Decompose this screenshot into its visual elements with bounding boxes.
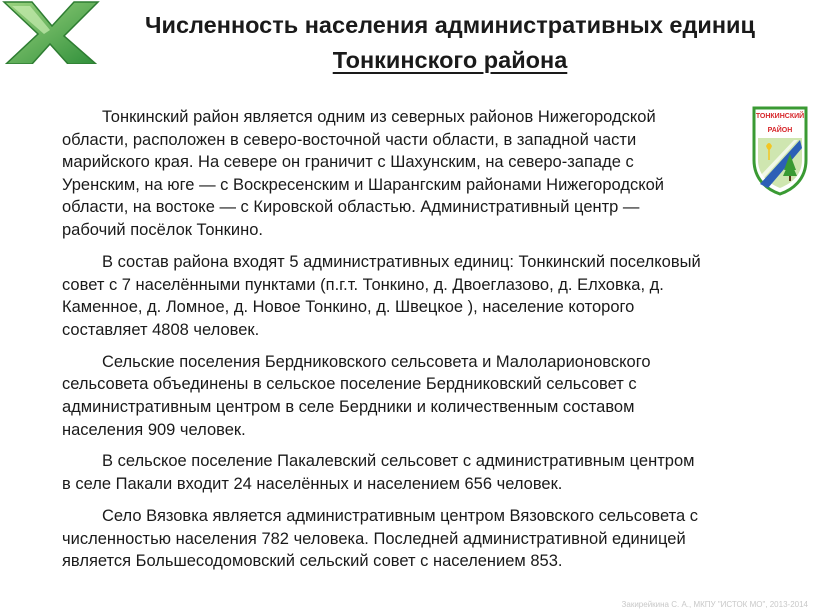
p1-line-1: Тонкинский район является одним из северных районов Нижегородской [102, 108, 656, 126]
p3-line-4: населения 909 человек. [62, 420, 246, 439]
p5-line-2: численностью населения 782 человека. Последней административной единицей [62, 529, 686, 548]
paragraph-1 [62, 106, 766, 242]
p3-line-3: административным центром в селе Бердники и количественным составом [62, 397, 635, 416]
crest-text-line-1: ТОНКИНСКИЙ [755, 113, 805, 120]
paragraph-2 [62, 251, 766, 341]
paragraph-3 [62, 351, 766, 441]
paragraph-4 [62, 450, 766, 495]
title-line-2: Тонкинского района [332, 47, 568, 73]
page-title [84, 8, 816, 78]
p3-line-1: Сельские поселения Бердниковского сельсовета и Малоларионовского [102, 352, 651, 371]
p3-line-2: сельсовета объединены в сельское поселение Бердниковский сельсовет с [62, 375, 637, 394]
p1-line-3: марийского края. На севере он граничит с Шахунским, на северо-западе с [62, 153, 634, 172]
p2-line-4: составляет 4808 человек. [62, 320, 260, 339]
p1-line-2: области, расположен в северо-восточной части области, в западной части [62, 130, 637, 149]
p2-line-2: совет с 7 населёнными пунктами (п.г.т. Тонкино, д. Двоеглазово, д. Елховка, д. [62, 275, 664, 294]
paragraph-5 [62, 505, 766, 573]
p5-line-1: Село Вязовка является административным центром Вязовского сельсовета с [102, 507, 698, 526]
title-line-1: Численность населения административных единиц [145, 12, 755, 38]
article-body [62, 106, 766, 582]
p1-line-4: Уренским, на юге — с Воскресенским и Шарангским районами Нижегородской [62, 175, 665, 194]
crest-text-line-2: РАЙОН [767, 127, 793, 134]
p2-line-3: Каменное, д. Ломное, д. Новое Тонкино, д. Швецкое ), население которого [62, 298, 635, 317]
p2-line-1: В состав района входят 5 административных единиц: Тонкинский поселковый [102, 252, 701, 271]
p4-line-2: в селе Пакали входит 24 населённых и населением 656 человек. [62, 475, 563, 494]
footer-credit: Закирейкина С. А., МКПУ "ИСТОК МО", 2013-2014 [621, 600, 808, 609]
p1-line-5: области, на востоке — с Кировской областью. Административный центр — [62, 198, 640, 217]
p1-line-6: рабочий посёлок Тонкино. [62, 220, 263, 239]
p5-line-3: является Большесодомовский сельский совет с населением 853. [62, 552, 563, 571]
p4-line-1: В сельское поселение Пакалевский сельсовет с административным центром [102, 452, 695, 471]
